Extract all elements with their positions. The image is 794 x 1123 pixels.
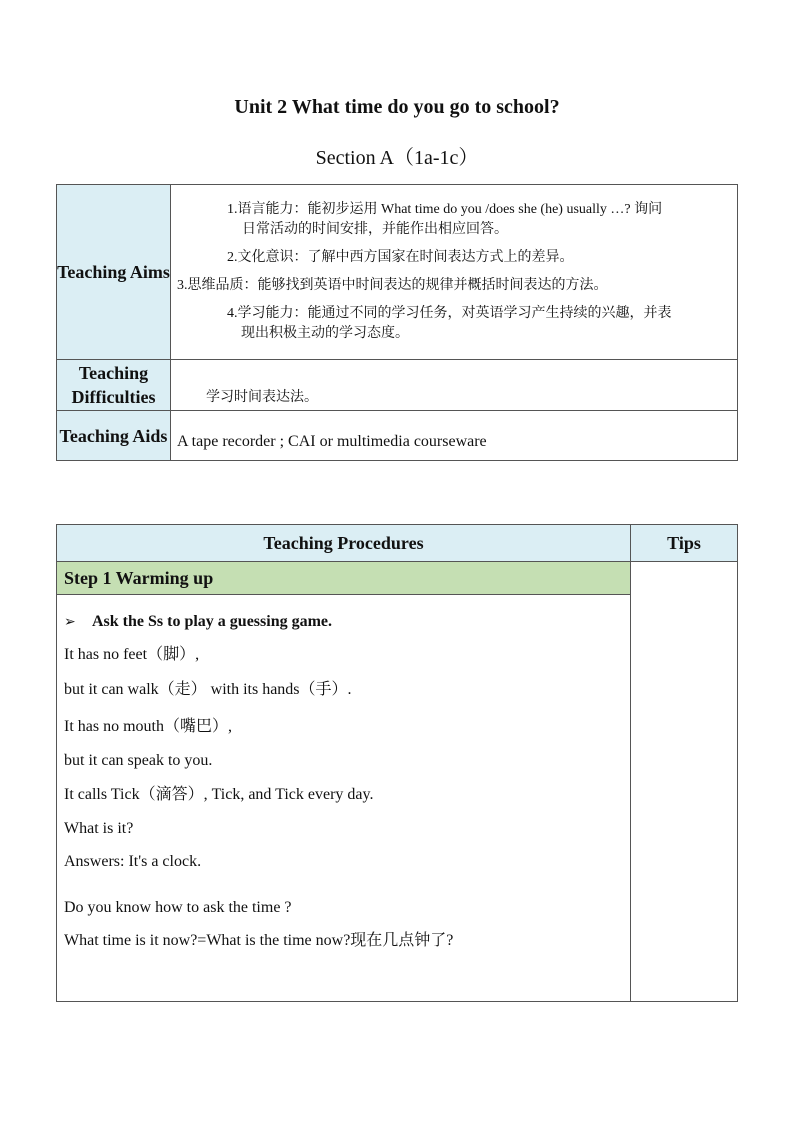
teaching-info-table xyxy=(56,184,738,461)
arrow-bullet-icon: ➢ xyxy=(64,614,76,630)
aim-text: 文化意识：了解中西方国家在时间表达方式上的差异。 xyxy=(237,249,574,265)
difficulties-label: Teaching Difficulties xyxy=(57,360,171,411)
tips-header: Tips xyxy=(631,525,738,562)
aim-text-continued: 现出积极主动的学习态度。 xyxy=(241,325,409,341)
aim-text: 学习能力：能通过不同的学习任务，对英语学习产生持续的兴趣，并表 xyxy=(237,305,672,321)
aim-number: 3. xyxy=(177,277,188,293)
bullet-text: Ask the Ss to play a guessing game. xyxy=(92,613,333,630)
riddle-line: It has no feet（脚）, xyxy=(64,646,200,663)
bullet-item xyxy=(64,613,630,631)
aim-text-continued: 日常活动的时间安排，并能作出相应回答。 xyxy=(242,221,508,237)
question-line: What time is it now?=What is the time now?现在几点钟了? xyxy=(64,932,454,949)
aim-text: 思维品质：能够找到英语中时间表达的规律并概括时间表达的方法。 xyxy=(187,277,608,293)
aims-content xyxy=(171,185,738,360)
question-line: Do you know how to ask the time ? xyxy=(64,899,292,916)
step-title: Step 1 Warming up xyxy=(57,562,631,595)
section-subtitle: Section A（1a-1c） xyxy=(315,147,479,169)
procedure-content xyxy=(57,595,631,1002)
riddle-line: but it can speak to you. xyxy=(64,752,213,769)
aim-item xyxy=(177,304,729,344)
riddle-line: It calls Tick（滴答）, Tick, and Tick every day. xyxy=(64,786,374,803)
riddle-line: It has no mouth（嘴巴）, xyxy=(64,718,232,735)
aids-row xyxy=(57,411,738,461)
document-title: Unit 2 What time do you go to school? xyxy=(234,96,560,118)
procedures-table xyxy=(56,524,738,1002)
aim-item xyxy=(177,276,729,296)
riddle-line: What is it? xyxy=(64,820,134,837)
aids-text: A tape recorder ; CAI or multimedia courseware xyxy=(171,411,738,461)
answer-line: Answers: It's a clock. xyxy=(64,853,202,870)
aim-number: 1. xyxy=(227,201,238,217)
aims-label: Teaching Aims xyxy=(57,185,171,360)
aim-item xyxy=(177,200,729,240)
procedures-header-row xyxy=(57,525,738,562)
procedures-header: Teaching Procedures xyxy=(57,525,631,562)
aims-row xyxy=(57,185,738,360)
aim-number: 4. xyxy=(227,305,238,321)
aim-text: 语言能力：能初步运用 What time do you /does she (he) usually …? 询问 xyxy=(237,201,663,217)
difficulties-row xyxy=(57,360,738,411)
aim-item xyxy=(177,248,729,268)
aim-number: 2. xyxy=(227,249,238,265)
tips-cell xyxy=(631,562,738,1002)
riddle-line: but it can walk（走） with its hands（手）. xyxy=(64,681,352,698)
difficulties-text: 学习时间表达法。 xyxy=(171,360,738,411)
aids-label: Teaching Aids xyxy=(57,411,171,461)
step-row xyxy=(57,562,738,595)
